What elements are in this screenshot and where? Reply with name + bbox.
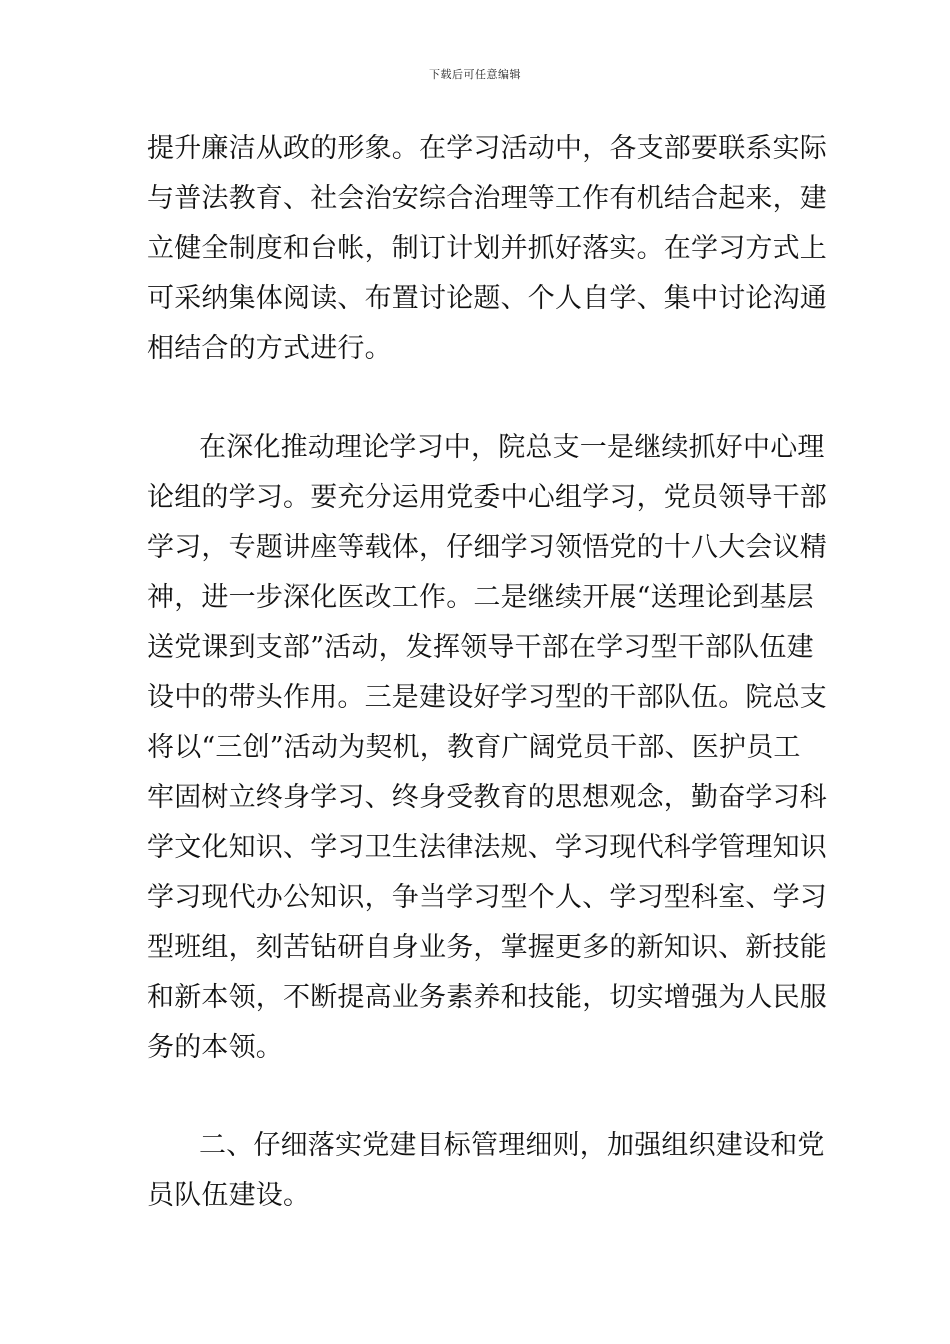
paragraph-line: 在深化推动理论学习中，院总支一是继续抓好中心理 xyxy=(199,432,825,463)
paragraph-line: 神，进一步深化医改工作。二是继续开展“送理论到基层 xyxy=(147,582,814,613)
paragraph-line: 型班组，刻苦钻研自身业务，掌握更多的新知识、新技能 xyxy=(147,932,827,963)
paragraph-line: 设中的带头作用。三是建设好学习型的干部队伍。院总支 xyxy=(147,682,827,713)
paragraph-line: 和新本领，不断提高业务素养和技能，切实增强为人民服 xyxy=(147,982,827,1013)
paragraph-line: 学习现代办公知识，争当学习型个人、学习型科室、学习 xyxy=(147,882,827,913)
paragraph-line: 相结合的方式进行。 xyxy=(147,333,392,364)
section-heading-line: 员队伍建设。 xyxy=(147,1180,311,1211)
paragraph-line: 学习，专题讲座等载体，仔细学习领悟党的十八大会议精 xyxy=(147,532,827,563)
paragraph-line: 立健全制度和台帐，制订计划并抓好落实。在学习方式上 xyxy=(147,233,827,264)
paragraph-line: 论组的学习。要充分运用党委中心组学习，党员领导干部 xyxy=(147,482,827,513)
paragraph-line: 送党课到支部”活动，发挥领导干部在学习型干部队伍建 xyxy=(147,632,814,663)
paragraph-line: 提升廉洁从政的形象。在学习活动中，各支部要联系实际 xyxy=(147,133,827,164)
paragraph-line: 牢固树立终身学习、终身受教育的思想观念，勤奋学习科 xyxy=(147,782,827,813)
paragraph-line: 可采纳集体阅读、布置讨论题、个人自学、集中讨论沟通 xyxy=(147,283,827,314)
paragraph-line: 与普法教育、社会治安综合治理等工作有机结合起来，建 xyxy=(147,183,827,214)
section-heading-line: 二、仔细落实党建目标管理细则，加强组织建设和党 xyxy=(199,1130,825,1161)
paragraph-line: 将以“三创”活动为契机，教育广阔党员干部、医护员工 xyxy=(147,732,801,763)
paragraph-line: 务的本领。 xyxy=(147,1032,283,1063)
paragraph-line: 学文化知识、学习卫生法律法规、学习现代科学管理知识 xyxy=(147,832,827,863)
page-header: 下载后可任意编辑 xyxy=(429,68,521,81)
